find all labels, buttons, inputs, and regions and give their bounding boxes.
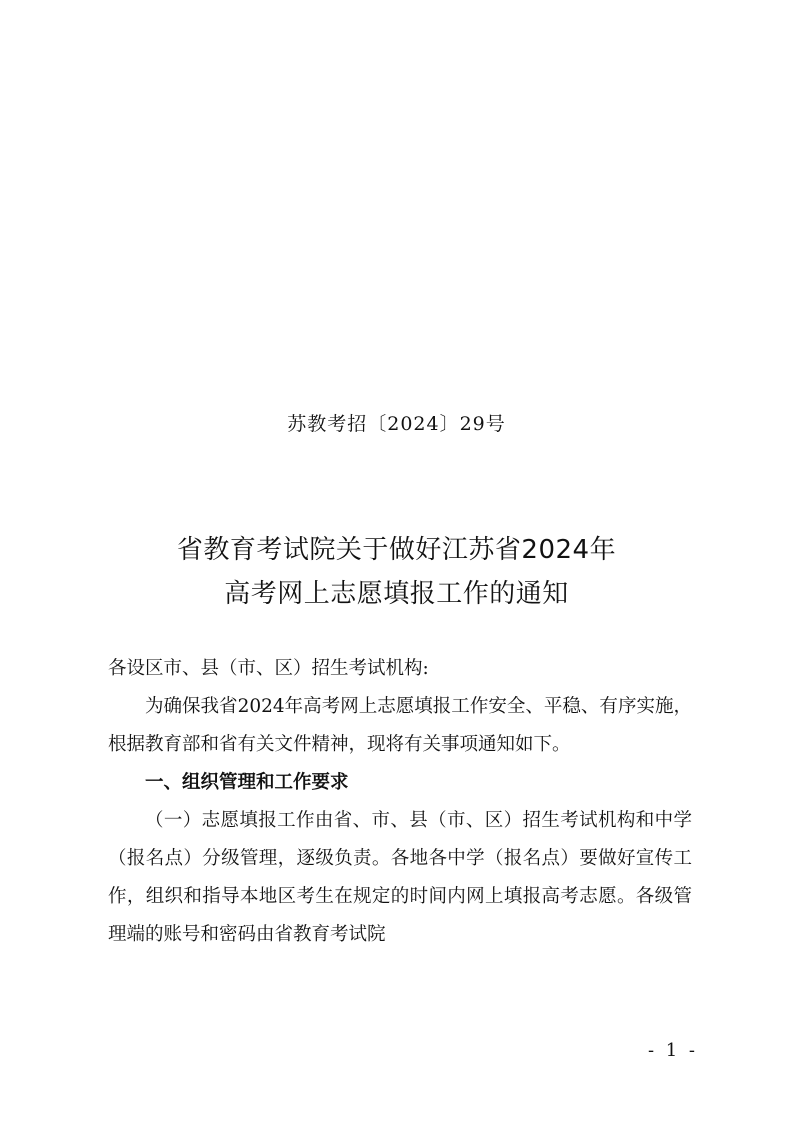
page-number: - 1 - — [647, 1040, 698, 1061]
document-title — [0, 528, 793, 616]
section-heading: 一、组织管理和工作要求 — [145, 772, 349, 793]
salutation: 各设区市、县（市、区）招生考试机构: — [108, 658, 429, 679]
section-paragraph: （一）志愿填报工作由省、市、县（市、区）招生考试机构和中学（报名点）分级管理，逐级负责。各地各中学（报名点）要做好宣传工作，组织和指导本地区考生在规定的时间内网上填报高考志愿。各级管理端的账号和密码由省教育考试院 — [108, 810, 692, 945]
title-line-2: 高考网上志愿填报工作的通知 — [224, 579, 569, 609]
document-body — [108, 650, 692, 954]
document-number: 苏教考招〔2024〕29号 — [287, 413, 506, 435]
title-line-1: 省教育考试院关于做好江苏省2024年 — [176, 535, 617, 565]
intro-paragraph: 为确保我省2024年高考网上志愿填报工作安全、平稳、有序实施，根据教育部和省有关文件精神，现将有关事项通知如下。 — [108, 696, 692, 755]
